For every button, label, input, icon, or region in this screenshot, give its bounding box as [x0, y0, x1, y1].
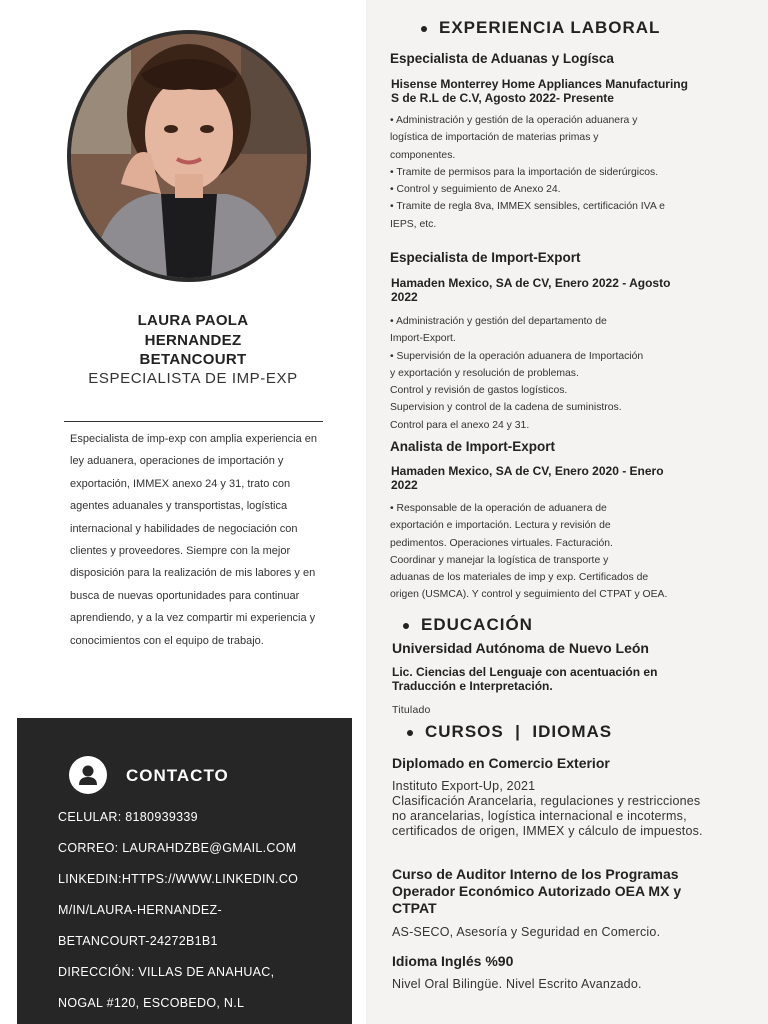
- job-2-line: • Administración y gestión del departamento de: [390, 316, 607, 327]
- job-3-title: Analista de Import-Export: [390, 439, 556, 454]
- job-1-line: • Tramite de permisos para la importación de siderúrgicos.: [390, 166, 659, 178]
- job-2-line: • Supervisión de la operación aduanera de Importación: [390, 350, 644, 362]
- name-line-2: HERNANDEZ: [144, 331, 242, 349]
- name-line-3: BETANCOURT: [139, 351, 247, 368]
- job-2-line: Supervision y control de la cadena de suministros.: [390, 402, 622, 414]
- education-degree: Lic. Ciencias del Lenguaje con acentuación en Traducción e Interpretación.: [392, 665, 658, 693]
- contact-address-line-1: DIRECCIÓN: VILLAS DE ANAHUAC,: [58, 965, 275, 979]
- experience-heading-text: EXPERIENCIA LABORAL: [439, 18, 661, 37]
- job-3-details: [390, 500, 700, 604]
- job-1-company: Hisense Monterrey Home Appliances Manufacturing S de R.L de C.V, Agosto 2022- Presente: [391, 77, 688, 105]
- course-3-title: Idioma Inglés %90: [392, 953, 514, 969]
- job-2-line: Import-Export.: [390, 333, 456, 345]
- job-1-line: • Tramite de regla 8va, IMMEX sensibles, certificación IVA e: [390, 201, 665, 213]
- course-1-text: Instituto Export-Up, 2021 Clasificación Arancelaria, regulaciones y restricciones no arancelarias, logística internacional e incoterms, certificados de origen, IMMEX y cálculo de impuestos.: [392, 779, 703, 838]
- education-heading-text: EDUCACIÓN: [421, 615, 533, 634]
- divider-line: [64, 421, 323, 422]
- job-3-line: pedimentos. Operaciones virtuales. Facturación.: [390, 537, 613, 549]
- profile-photo-image: [71, 34, 307, 278]
- bullet-dot: [403, 623, 409, 629]
- bullet-dot: [421, 26, 427, 32]
- job-1-line: componentes.: [390, 149, 456, 161]
- contact-linkedin-line-2[interactable]: M/IN/LAURA-HERNANDEZ-: [58, 903, 222, 917]
- contact-title: CONTACTO: [126, 766, 229, 785]
- contact-linkedin-line-1[interactable]: LINKEDIN:HTTPS://WWW.LINKEDIN.CO: [58, 872, 299, 886]
- job-2-line: Control para el anexo 24 y 31.: [390, 419, 530, 431]
- education-school: Universidad Autónoma de Nuevo León: [392, 640, 649, 656]
- job-3-line: exportación e importación. Lectura y revisión de: [390, 520, 611, 532]
- job-1-line: • Control y seguimiento de Anexo 24.: [390, 184, 561, 196]
- education-status: Titulado: [392, 704, 431, 716]
- contact-email[interactable]: CORREO: LAURAHDZBE@GMAIL.COM: [58, 841, 297, 855]
- courses-heading-text: CURSOS | IDIOMAS: [425, 722, 613, 741]
- job-3-line: origen (USMCA). Y control y seguimiento del CTPAT y OEA.: [390, 589, 668, 601]
- person-icon: [69, 756, 107, 794]
- job-3-company: Hamaden Mexico, SA de CV, Enero 2020 - Enero 2022: [391, 464, 664, 492]
- profile-name: [60, 311, 326, 370]
- job-3-line: • Responsable de la operación de aduanera de: [390, 503, 607, 514]
- name-line-1: LAURA PAOLA: [137, 312, 249, 329]
- job-2-title: Especialista de Import-Export: [390, 250, 581, 265]
- profile-role: ESPECIALISTA DE IMP-EXP: [88, 370, 298, 387]
- job-1-title: Especialista de Aduanas y Logísca: [390, 51, 614, 66]
- contact-linkedin-line-3[interactable]: BETANCOURT-24272B1B1: [58, 934, 218, 948]
- job-2-details: [390, 313, 700, 434]
- job-2-line: y exportación y resolución de problemas.: [390, 367, 579, 379]
- courses-heading: [407, 722, 612, 742]
- contact-address-line-2: NOGAL #120, ESCOBEDO, N.L: [58, 996, 245, 1010]
- job-1-line: logística de importación de materias primas y: [390, 132, 599, 144]
- job-2-company: Hamaden Mexico, SA de CV, Enero 2022 - Agosto 2022: [391, 276, 671, 304]
- contact-phone[interactable]: CELULAR: 8180939339: [58, 810, 198, 824]
- job-3-line: aduanas de los materiales de imp y exp. Certificados de: [390, 572, 649, 584]
- experience-heading: [421, 18, 660, 38]
- job-1-details: [390, 112, 700, 233]
- job-1-line: • Administración y gestión de la operación aduanera y: [390, 115, 638, 126]
- portrait-illustration: [71, 34, 307, 278]
- education-heading: [403, 615, 533, 635]
- course-2-text: AS-SECO, Asesoría y Seguridad en Comercio.: [392, 925, 661, 939]
- job-1-line: IEPS, etc.: [390, 218, 437, 230]
- contact-list: [58, 802, 328, 1019]
- job-3-line: Coordinar y manejar la logística de transporte y: [390, 554, 609, 566]
- profile-photo: [67, 30, 311, 282]
- course-2-title: Curso de Auditor Interno de los Programas Operador Económico Autorizado OEA MX y CTPAT: [392, 866, 682, 916]
- bullet-dot: [407, 730, 413, 736]
- course-1-title: Diplomado en Comercio Exterior: [392, 755, 610, 771]
- course-3-text: Nivel Oral Bilingüe. Nivel Escrito Avanzado.: [392, 977, 642, 991]
- job-2-line: Control y revisión de gastos logísticos.: [390, 385, 568, 397]
- profile-summary: Especialista de imp-exp con amplia experiencia en ley aduanera, operaciones de importación y exportación, IMMEX anexo 24 y 31, trato con agentes aduanales y transportistas, logística internacional y habilidades de negociación con clientes y proveedores. Siempre con la mejor disposición para la realización de mis labores y en busca de nuevas oportunidades para continuar aprendiendo, y a la vez compartir mi experiencia y conocimientos con el equipo de trabajo.: [70, 433, 318, 647]
